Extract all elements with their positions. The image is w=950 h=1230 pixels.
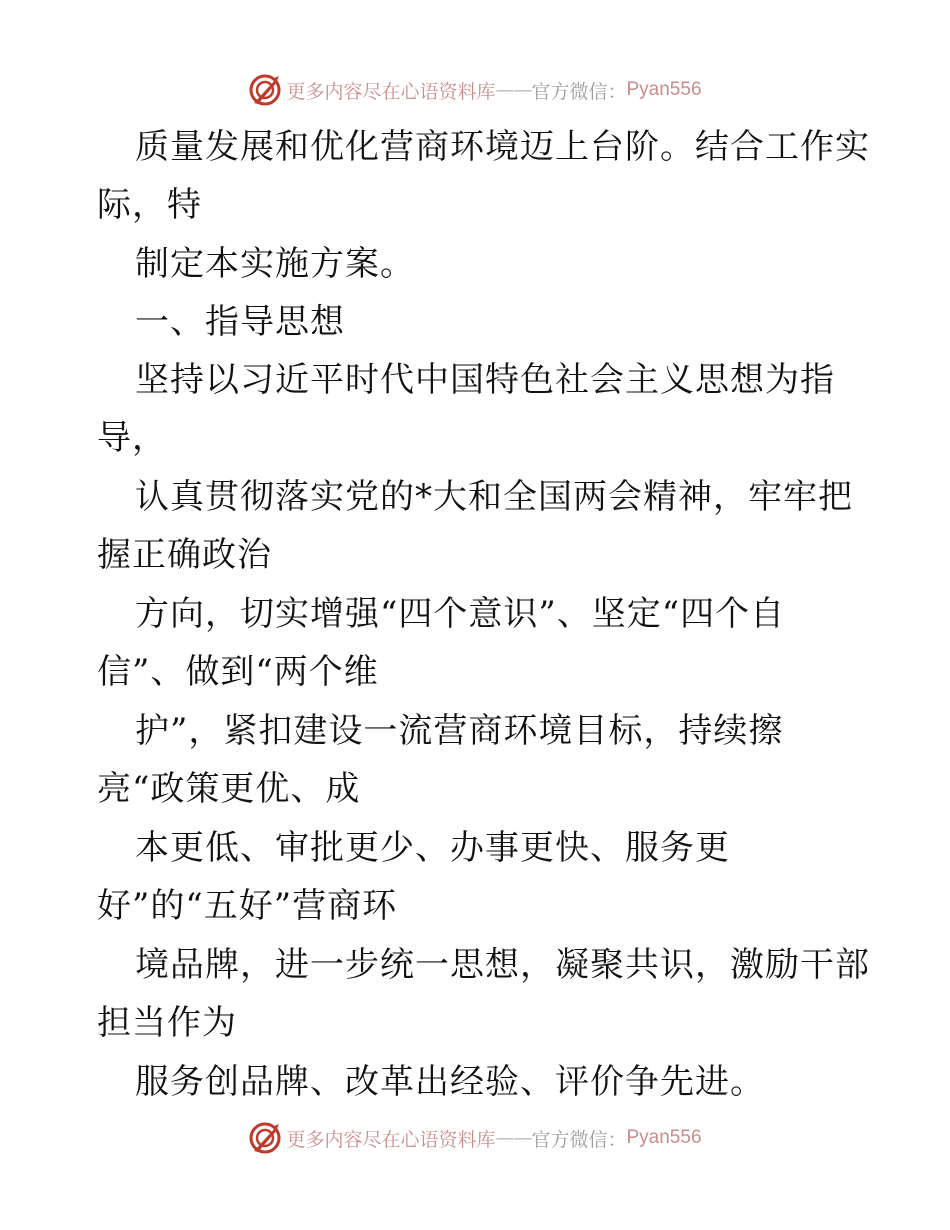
watermark-dash: —— [495,1127,532,1149]
text-line: 护”，紧扣建设一流营商环境目标，持续擦 [135,711,784,751]
text-line: 亮“政策更优、成 [97,769,361,809]
text-line: 握正确政治 [97,535,272,575]
watermark-dash: —— [495,79,532,101]
text-line: 导， [97,418,167,458]
quill-logo-icon [248,73,282,107]
watermark-sub: 官方微信： [531,1128,627,1151]
text-line: 境品牌，进一步统一思想，凝聚共识，激励干部 [135,945,870,985]
text-line: 服务创品牌、改革出经验、评价争先进。 [135,1062,765,1102]
text-line: 信”、做到“两个维 [97,652,379,692]
quill-logo-icon [248,1121,282,1155]
text-line: 坚持以习近平时代中国特色社会主义思想为指 [135,360,835,400]
watermark-id: Pyan556 [626,1127,702,1148]
section-heading: 一、指导思想 [135,302,345,342]
watermark-id: Pyan556 [626,79,702,100]
text-line: 际，特 [97,185,202,225]
text-line: 认真贯彻落实党的*大和全国两会精神，牢牢把 [135,477,853,517]
watermark-text: 更多内容尽在心语资料库 [286,80,496,103]
watermark-sub: 官方微信： [531,80,627,103]
footer-watermark [0,1118,950,1158]
text-line: 质量发展和优化营商环境迈上台阶。结合工作实 [135,127,870,167]
text-line: 好”的“五好”营商环 [97,886,398,926]
text-line: 制定本实施方案。 [135,244,415,284]
text-line: 担当作为 [97,1003,237,1043]
text-line: 本更低、审批更少、办事更快、服务更 [135,828,730,868]
text-line: 方向，切实增强“四个意识”、坚定“四个自 [135,594,786,634]
header-watermark [0,70,950,110]
watermark-text: 更多内容尽在心语资料库 [286,1128,496,1151]
